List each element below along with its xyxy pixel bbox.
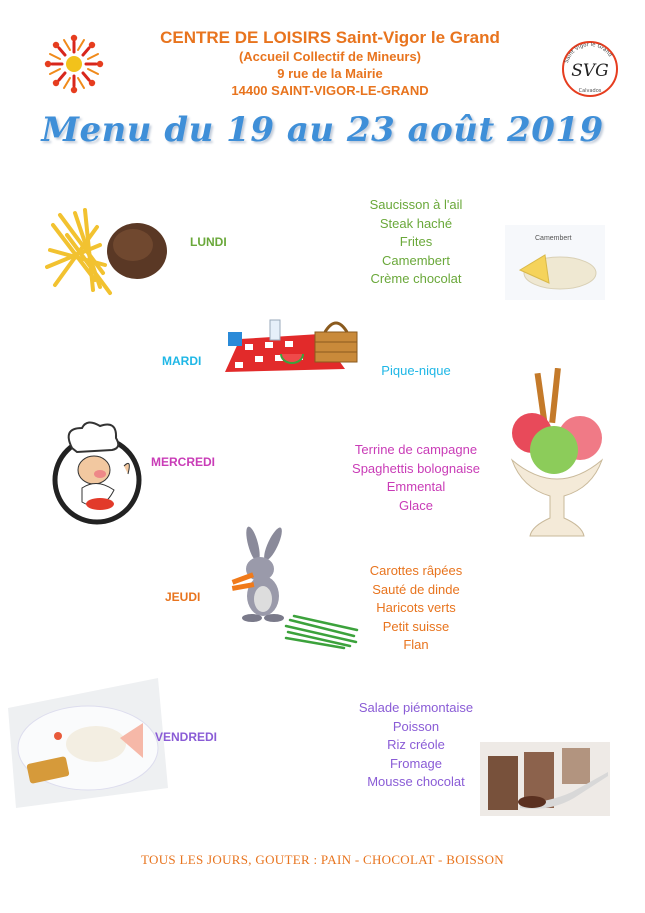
menu-jeudi — [316, 562, 516, 655]
menu-item: Sauté de dinde — [372, 581, 460, 597]
menu-item: Saucisson à l'ail — [369, 197, 463, 212]
menu-mardi — [316, 362, 516, 381]
menu-item: Camembert — [382, 252, 450, 268]
menu-item: Fromage — [389, 755, 443, 771]
menu-item: Mousse chocolat — [367, 774, 465, 790]
town-logo — [557, 36, 623, 102]
menu-item: Riz créole — [387, 737, 445, 753]
town-logo-ring-text: Saint Vigor le Grand — [563, 41, 613, 64]
footer-goûter: TOUS LES JOURS, GOUTER : PAIN - CHOCOLAT - BOISSON — [141, 852, 504, 867]
header-line-4: 14400 SAINT-VIGOR-LE-GRAND — [231, 83, 429, 98]
chef-icon — [42, 418, 150, 526]
menu-title: Menu du 19 au 23 août 2019 — [41, 110, 604, 150]
camembert-label: Camembert — [535, 235, 572, 242]
day-jeudi: JEUDI — [165, 590, 201, 604]
menu-item: Steak haché — [379, 215, 453, 231]
camembert-picture — [505, 225, 605, 300]
town-logo-initials: SVG — [571, 61, 609, 81]
menu-item: Petit suisse — [382, 618, 450, 634]
menu-mercredi — [316, 441, 516, 515]
chocolate-mousse-icon — [480, 742, 610, 816]
menu-item: Haricots verts — [376, 600, 456, 616]
menu-item: Salade piémontaise — [358, 700, 474, 715]
fries-and-steak-icon — [45, 205, 170, 297]
header — [100, 28, 560, 99]
day-vendredi: VENDREDI — [155, 730, 218, 744]
menu-item: Terrine de campagne — [354, 442, 478, 457]
town-logo-circle-icon — [557, 36, 623, 102]
header-line-1: CENTRE DE LOISIRS Saint-Vigor le Grand — [160, 28, 500, 47]
header-line-2: (Accueil Collectif de Mineurs) — [238, 49, 422, 64]
fish-rice-plate-icon — [8, 678, 168, 808]
header-line-3: 9 rue de la Mairie — [277, 66, 383, 81]
day-mardi: MARDI — [162, 354, 202, 368]
menu-item: Carottes râpées — [369, 563, 463, 578]
menu-item: Pique-nique — [381, 363, 451, 378]
menu-lundi — [316, 196, 516, 289]
menu-item: Spaghettis bolognaise — [352, 460, 480, 476]
rabbit-icon — [228, 524, 296, 622]
menu-item: Poisson — [392, 718, 440, 734]
town-logo-bottom-text: Calvados — [578, 88, 602, 94]
menu-item: Glace — [399, 497, 433, 513]
ice-cream-icon — [502, 368, 612, 543]
menu-item: Emmental — [386, 479, 446, 495]
menu-item: Flan — [403, 637, 429, 653]
day-lundi: LUNDI — [190, 235, 227, 249]
menu-item: Frites — [399, 234, 433, 250]
menu-item: Crème chocolat — [370, 271, 462, 287]
day-mercredi: MERCREDI — [151, 455, 216, 469]
